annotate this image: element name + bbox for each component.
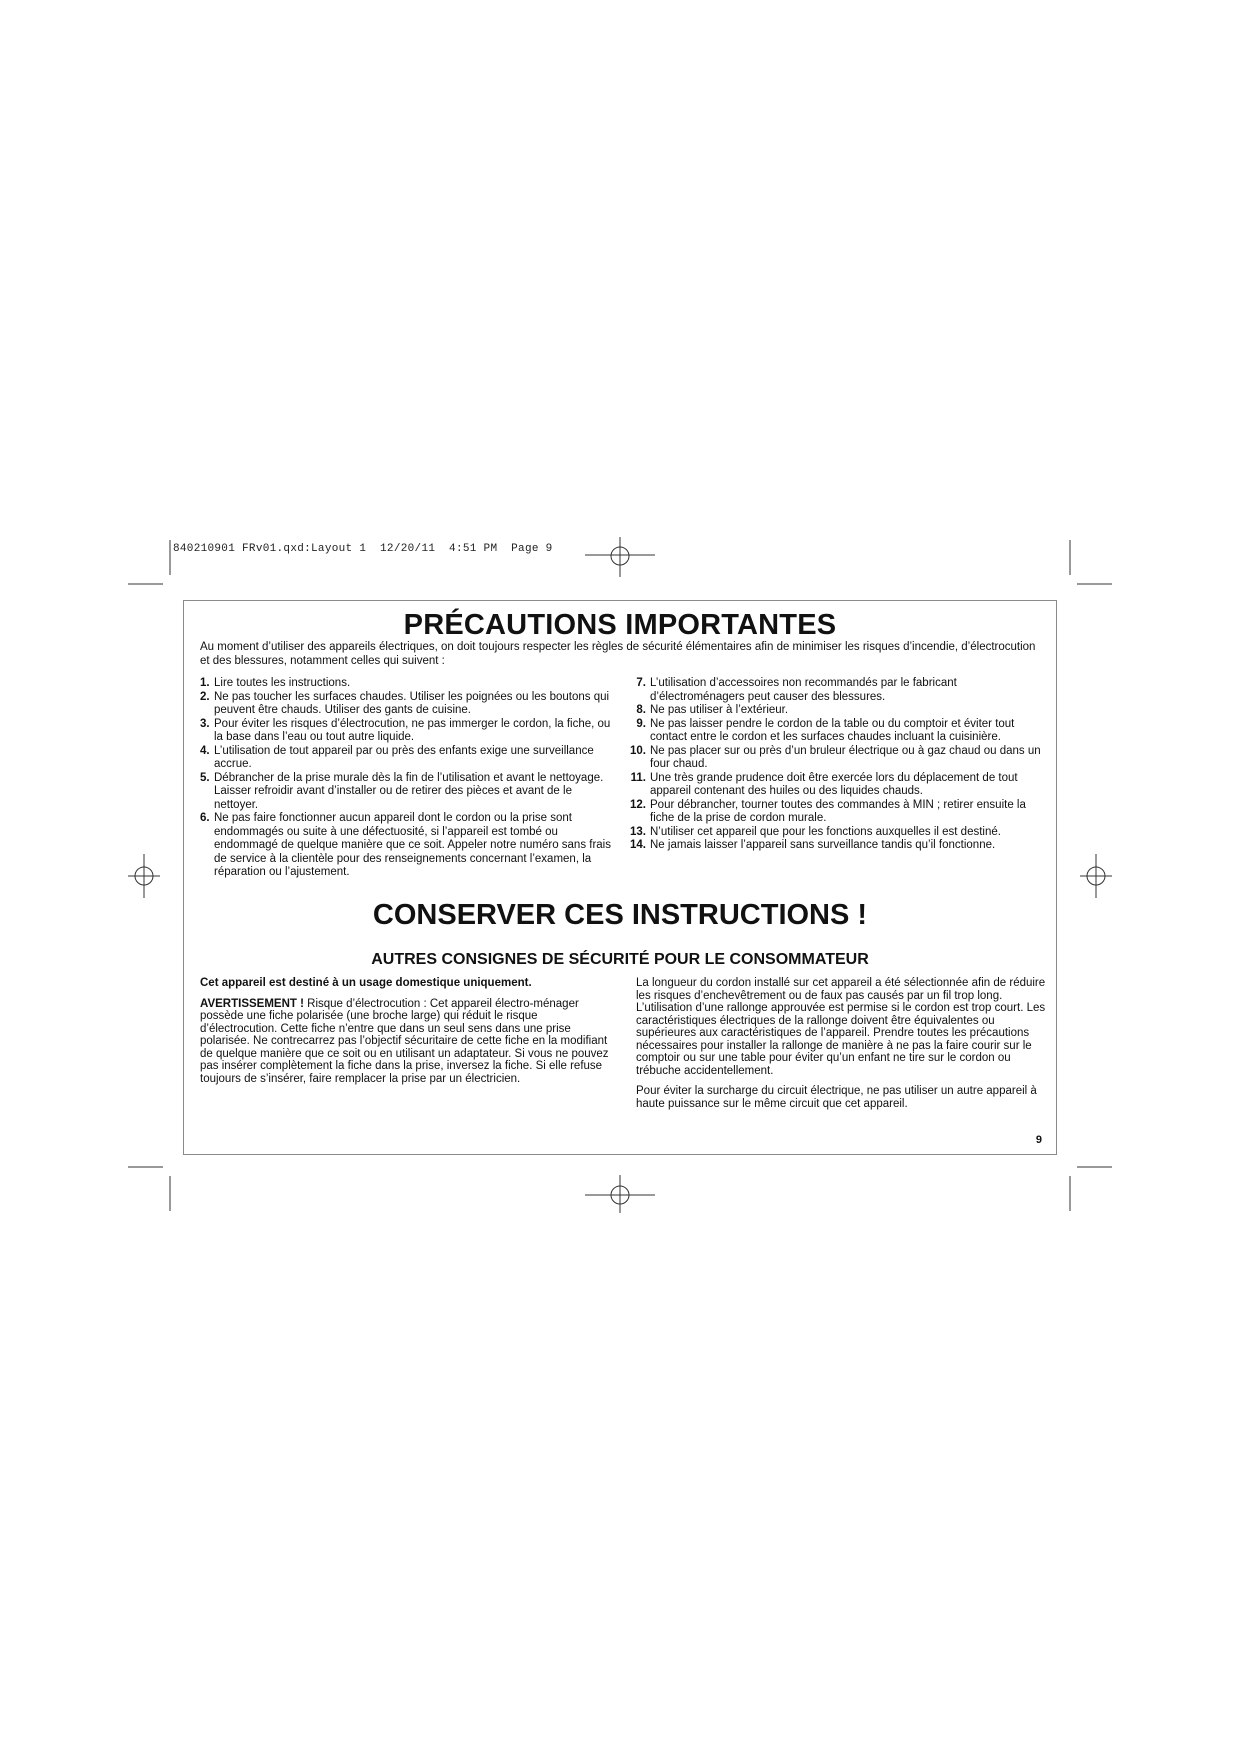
cord-paragraph: La longueur du cordon installé sur cet appareil a été sélectionnée afin de réduire les risques d’enchevêtrement ou de faux pas causés par un fil trop long. L’utilisation d’une rallonge approuvée est permise si le cordon est trop court. Les caractéristiques électriques de la rallonge doivent être équivalentes ou supérieures aux caractéristiques de l’appareil. Prendre toutes les précautions nécessaires pour installer la rallonge de manière à ne pas la faire courir sur le comptoir ou sur une table pour éviter qu’un enfant ne tire sur le cordon ou trébuche accidentellement. — [636, 977, 1046, 1077]
item-number: 12. — [630, 798, 646, 811]
list-item — [630, 704, 1045, 718]
item-number: 4. — [200, 744, 210, 757]
item-text: N’utiliser cet appareil que pour les fonctions auxquelles il est destiné. — [650, 825, 1001, 838]
warning-text: Risque d’électrocution : Cet appareil électro-ménager possède une fiche polarisée (une broche large) qui réduit le risque d’électrocution. Cette fiche n’entre que dans un seul sens dans une prise polarisée. Ne contrecarrez pas l’objectif sécuritaire de cette fiche en la modifiant de quelque manière que ce soit ou en utilisant un adaptateur. Si vous ne pouvez pas insérer complètement la fiche dans la prise, inversez la fiche. Si elle refuse toujours de s’insérer, faire remplacer la prise par un électricien. — [200, 997, 609, 1085]
list-item — [630, 799, 1045, 826]
save-instructions-heading: CONSERVER CES INSTRUCTIONS ! — [372, 899, 868, 931]
item-text: Débrancher de la prise murale dès la fin de l’utilisation et avant le nettoyage. Laisser refroidir avant d’installer ou de retirer des pièces et avant de le nettoyer. — [214, 771, 604, 811]
item-number: 2. — [200, 690, 210, 703]
item-number: 5. — [200, 771, 210, 784]
item-number: 7. — [636, 677, 646, 689]
other-safety-heading: AUTRES CONSIGNES DE SÉCURITÉ POUR LE CONSOMMATEUR — [371, 951, 869, 968]
page-number: 9 — [1035, 1134, 1042, 1146]
item-text: Pour débrancher, tourner toutes des commandes à MIN ; retirer ensuite la fiche de la prise de cordon murale. — [650, 798, 1026, 824]
item-text: Ne pas toucher les surfaces chaudes. Utiliser les poignées ou les boutons qui peuvent être chauds. Utiliser des gants de cuisine. — [214, 690, 610, 716]
list-item — [200, 812, 615, 880]
intro-paragraph: Au moment d’utiliser des appareils électriques, on doit toujours respecter les règles de sécurité élémentaires afin de minimiser les risques d’incendie, d’électrocution et des blessures, notamment celles qui suivent : — [200, 641, 1036, 667]
list-item — [200, 718, 615, 745]
list-item — [200, 772, 615, 813]
item-number: 13. — [630, 825, 646, 838]
lower-left-column — [200, 977, 610, 1093]
warning-label: AVERTISSEMENT ! — [200, 997, 304, 1010]
item-text: Ne pas laisser pendre le cordon de la table ou du comptoir et éviter tout contact entre le cordon et les surfaces chaudes incluant la cuisinière. — [650, 717, 1015, 743]
item-number: 11. — [630, 771, 646, 784]
item-number: 3. — [200, 717, 210, 730]
item-text: Ne pas utiliser à l’extérieur. — [650, 704, 789, 716]
print-slug: 840210901 FRv01.qxd:Layout 1 12/20/11 4:51 PM Page 9 — [173, 543, 553, 555]
instructions-right-column — [630, 677, 1045, 853]
safety-panel — [183, 600, 1057, 1155]
page-title: PRÉCAUTIONS IMPORTANTES — [403, 609, 837, 641]
item-number: 6. — [200, 812, 210, 824]
list-item — [200, 691, 615, 718]
list-item — [200, 677, 615, 691]
item-text: Ne pas faire fonctionner aucun appareil dont le cordon ou la prise sont endommagés ou suite à une défectuosité, si l’appareil est tombé ou endommagé de quelque manière que ce soit. Appeler notre numéro sans frais de service à la clientèle pour des renseignements concernant l’examen, la réparation ou l’ajustement. — [214, 812, 611, 878]
item-text: Ne jamais laisser l’appareil sans surveillance tandis qu’il fonctionne. — [650, 839, 996, 851]
item-text: L’utilisation de tout appareil par ou près des enfants exige une surveillance accrue. — [214, 744, 594, 770]
item-text: Pour éviter les risques d’électrocution, ne pas immerger le cordon, la fiche, ou la base dans l’eau ou tout autre liquide. — [214, 717, 611, 743]
list-item — [630, 718, 1045, 745]
list-item — [200, 745, 615, 772]
lower-right-column — [636, 977, 1046, 1118]
list-item — [630, 839, 1045, 853]
item-number: 10. — [630, 744, 646, 757]
item-number: 9. — [636, 717, 646, 730]
item-number: 14. — [630, 839, 646, 851]
instructions-left-column — [200, 677, 615, 880]
household-notice: Cet appareil est destiné à un usage domestique uniquement. — [200, 977, 532, 989]
list-item — [630, 772, 1045, 799]
item-text: L’utilisation d’accessoires non recommandés par le fabricant d’électroménagers peut causer des blessures. — [650, 677, 957, 703]
item-number: 1. — [200, 677, 210, 689]
item-text: Lire toutes les instructions. — [214, 677, 351, 689]
circuit-paragraph: Pour éviter la surcharge du circuit électrique, ne pas utiliser un autre appareil à haute puissance sur le même circuit que cet appareil. — [636, 1085, 1037, 1110]
item-text: Une très grande prudence doit être exercée lors du déplacement de tout appareil contenant des huiles ou des liquides chauds. — [650, 771, 1018, 797]
list-item — [630, 826, 1045, 840]
list-item — [630, 677, 1045, 704]
warning-paragraph — [200, 998, 610, 1086]
list-item — [630, 745, 1045, 772]
item-number: 8. — [636, 704, 646, 716]
item-text: Ne pas placer sur ou près d’un bruleur électrique ou à gaz chaud ou dans un four chaud. — [650, 744, 1041, 770]
